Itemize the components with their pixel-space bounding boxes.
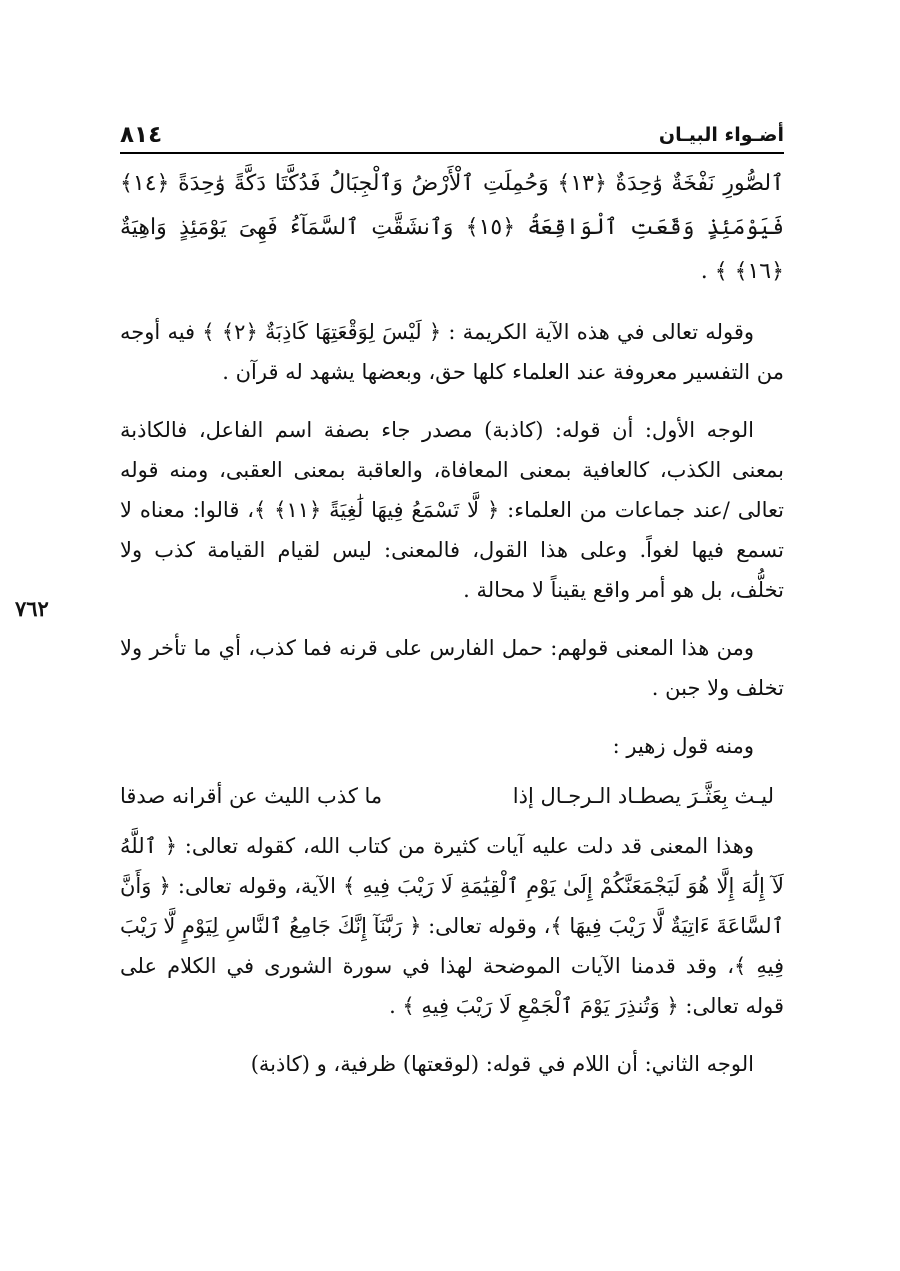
poem-hemistich-left: ما كذب الليث عن أقرانه صدقا [120,784,383,808]
quran-verse-block: ٱلصُّورِ نَفْخَةٌ وَٰحِدَةٌ ﴿١٣﴾ وَحُمِلَتِ ٱلْأَرْضُ وَٱلْجِبَالُ فَدُكَّتَا دَكَّةً وَٰحِدَةً ﴿١٤﴾ فَيَوْمَئِذٍ وَقَعَتِ ٱلْوَاقِعَةُ ﴿١٥﴾ وَٱنشَقَّتِ ٱلسَّمَآءُ فَهِىَ يَوْمَئِذٍ وَاهِيَةٌ ﴿١٦﴾ ﴾ . [120,171,785,284]
poem-verse [120,784,784,808]
poem-hemistich-right: ليـث بِعَثَّـرَ يصطـاد الـرجـال إذا [512,784,774,808]
page-header [120,108,784,154]
paragraph-1: وقوله تعالى في هذه الآية الكريمة : ﴿ لَيْسَ لِوَقْعَتِهَا كَاذِبَةٌ ﴿٢﴾ ﴾ فيه أوجه من التفسير معروفة عند العلماء كلها حق، وبعضها يشهد له قرآن . [120,320,784,384]
book-page [15,108,785,1084]
paragraph-6: الوجه الثاني: أن اللام في قوله: (لوقعتها) ظرفية، و (كاذبة) [250,1052,754,1076]
paragraph-2: الوجه الأول: أن قوله: (كاذبة) مصدر جاء بصفة اسم الفاعل، فالكاذبة بمعنى الكذب، كالعافية بمعنى المعافاة، والعاقبة بمعنى العقبى، ومنه قوله تعالى /عند جماعات من العلماء: ﴿ لَّا تَسْمَعُ فِيهَا لَٰغِيَةً ﴿١١﴾ ﴾، قالوا: معناه لا تسمع فيها لغواً. وعلى هذا القول، فالمعنى: ليس لقيام القيامة كذب ولا تخلُّف، بل هو أمر واقع يقيناً لا محالة . [120,418,785,602]
margin-page-reference: ٧٦٢ [15,596,49,621]
paragraph-5: وهذا المعنى قد دلت عليه آيات كثيرة من كتاب الله، كقوله تعالى: ﴿ ٱللَّهُ لَآ إِلَٰهَ إِلَّا هُوَ لَيَجْمَعَنَّكُمْ إِلَىٰ يَوْمِ ٱلْقِيَٰمَةِ لَا رَيْبَ فِيهِ ﴾ الآية، وقوله تعالى: ﴿ وَأَنَّ ٱلسَّاعَةَ ءَاتِيَةٌ لَّا رَيْبَ فِيهَا ﴾، وقوله تعالى: ﴿ رَبَّنَآ إِنَّكَ جَامِعُ ٱلنَّاسِ لِيَوْمٍ لَّا رَيْبَ فِيهِ ﴾، وقد قدمنا الآيات الموضحة لهذا في سورة الشورى في الكلام على قوله تعالى: ﴿ وَتُنذِرَ يَوْمَ ٱلْجَمْعِ لَا رَيْبَ فِيهِ ﴾ . [120,834,784,1018]
paragraph-4: ومنه قول زهير : [612,734,754,758]
page-number: ٨١٤ [120,122,163,148]
book-title: أضـواء البيـان [658,124,784,146]
paragraph-3: ومن هذا المعنى قولهم: حمل الفارس على قرنه فما كذب، أي ما تأخر ولا تخلف ولا جبن . [120,636,784,700]
